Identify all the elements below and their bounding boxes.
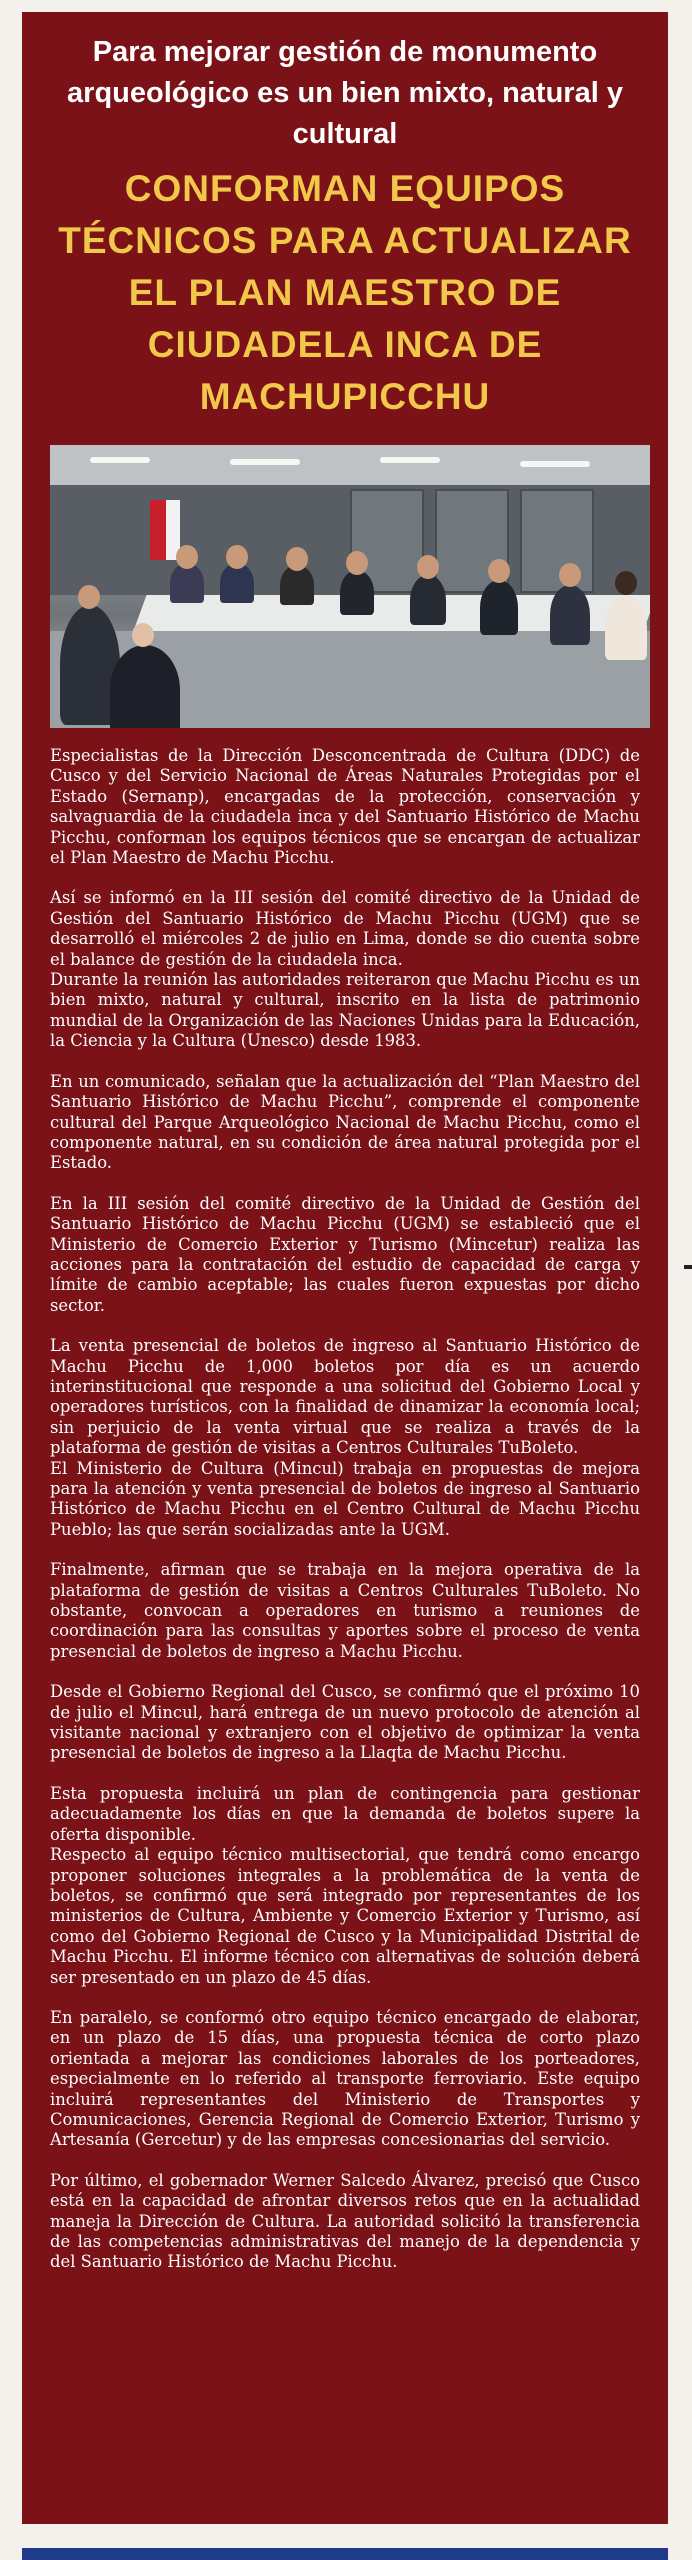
article-paragraph: Respecto al equipo técnico multisectorial, que tendrá como encargo proponer soluciones integrales a la problemática de la venta de boletos, se confirmó que será integrado por representantes de los ministerios de Cultura, Ambiente y Comercio Exterior y Turismo, así como del Gobierno Regional de Cusco y la Municipalidad Distrital de Machu Picchu. El informe técnico con alternativas de solución deberá ser presentado en un plazo de 45 días. [50, 1845, 640, 1987]
photo-person-head [559, 563, 581, 587]
page-bottom-bar [22, 2548, 668, 2560]
article-paragraph: Esta propuesta incluirá un plan de contingencia para gestionar adecuadamente los días en que la demanda de boletos supere la oferta disponible. [50, 1783, 640, 1844]
photo-ceiling-light [230, 459, 300, 465]
article-paragraph: En paralelo, se conformó otro equipo técnico encargado de elaborar, en un plazo de 15 días, una propuesta técnica de corto plazo orientada a mejorar las condiciones laborales de los porteadores, especialmente en lo referido al transporte ferroviario. Este equipo incluirá representantes del Ministerio de Transportes y Comunicaciones, Gerencia Regional de Comercio Exterior, Turismo y Artesanía (Gercetur) y de las empresas concesionarias del servicio. [50, 2007, 640, 2150]
photo-person-head [78, 585, 100, 609]
article-paragraph: La venta presencial de boletos de ingreso al Santuario Histórico de Machu Picchu de 1,000 boletos por día es un acuerdo interinstitucional que responde a una solicitud del Gobierno Local y operadores turísticos, con la finalidad de dinamizar la economía local; sin perjuicio de la venta virtual que se realiza a través de la plataforma de gestión de visitas a Centros Culturales TuBoleto. [50, 1336, 640, 1458]
photo-person [110, 645, 180, 728]
photo-flag [150, 500, 166, 560]
photo-person [220, 563, 254, 603]
photo-person [605, 595, 647, 660]
photo-person [550, 585, 590, 645]
photo-person-head [286, 547, 308, 571]
meeting-photo [50, 445, 650, 728]
photo-person [170, 563, 204, 603]
photo-person-head [132, 623, 154, 647]
photo-person [340, 570, 374, 615]
photo-ceiling-light [90, 457, 150, 463]
photo-person [410, 575, 446, 625]
article-paragraph: Especialistas de la Dirección Desconcentrada de Cultura (DDC) de Cusco y del Servicio Nacional de Áreas Naturales Protegidas por el Estado (Sernanp), encargadas de la protección, conservación y salvaguardia de la ciudadela inca y del Santuario Histórico de Machu Picchu, conforman los equipos técnicos que se encargan de actualizar el Plan Maestro de Machu Picchu. [50, 746, 640, 868]
photo-person-head [615, 571, 637, 595]
article-body [50, 746, 640, 2273]
page-edge-mark [684, 1265, 692, 1269]
photo-person-head [226, 545, 248, 569]
article-panel [22, 12, 668, 2524]
article-paragraph: Durante la reunión las autoridades reiteraron que Machu Picchu es un bien mixto, natural y cultural, inscrito en la lista de patrimonio mundial de la Organización de las Naciones Unidas para la Educación, la Ciencia y la Cultura (Unesco) desde 1983. [50, 970, 640, 1051]
article-paragraph: El Ministerio de Cultura (Mincul) trabaja en propuestas de mejora para la atención y venta presencial de boletos de ingreso al Santuario Histórico de Machu Picchu en el Centro Cultural de Machu Picchu Pueblo; las que serán socializadas ante la UGM. [50, 1458, 640, 1539]
article-paragraph: Por último, el gobernador Werner Salcedo Álvarez, precisó que Cusco está en la capacidad de afrontar diversos retos que en la actualidad maneja la Dirección de Cultura. La autoridad solicitó la transferencia de las competencias administrativas del manejo de la dependencia y del Santuario Histórico de Machu Picchu. [50, 2170, 640, 2272]
article-paragraph: Finalmente, afirman que se trabaja en la mejora operativa de la plataforma de gestión de visitas a Centros Culturales TuBoleto. No obstante, convocan a operadores en turismo a reuniones de coordinación para las consultas y aportes sobre el proceso de venta presencial de boletos de ingreso a Machu Picchu. [50, 1560, 640, 1661]
article-paragraph: En un comunicado, señalan que la actualización del “Plan Maestro del Santuario Histórico de Machu Picchu”, comprende el componente cultural del Parque Arqueológico Nacional de Machu Picchu, como el componente natural, en su condición de área natural protegida por el Estado. [50, 1071, 640, 1173]
article-kicker: Para mejorar gestión de monumento arqueológico es un bien mixto, natural y cultural [67, 36, 623, 150]
article-paragraph: En la III sesión del comité directivo de la Unidad de Gestión del Santuario Histórico de Machu Picchu (UGM) se estableció que el Ministerio de Comercio Exterior y Turismo (Mincetur) realiza las acciones para la contratación del estudio de capacidad de carga y límite de cambio aceptable; las cuales fueron expuestas por dicho sector. [50, 1193, 640, 1315]
photo-person-head [417, 555, 439, 579]
photo-person-head [346, 551, 368, 575]
photo-person-head [488, 559, 510, 583]
photo-ceiling-light [520, 461, 590, 467]
article-paragraph: Así se informó en la III sesión del comité directivo de la Unidad de Gestión del Santuario Histórico de Machu Picchu (UGM) que se desarrolló el miércoles 2 de julio en Lima, donde se dio cuenta sobre el balance de gestión de la ciudadela inca. [50, 888, 640, 969]
photo-person-head [176, 545, 198, 569]
article-headline: CONFORMAN EQUIPOS TÉCNICOS PARA ACTUALIZAR EL PLAN MAESTRO DE CIUDADELA INCA DE MACHUPICCHU [58, 168, 632, 417]
article-paragraph: Desde el Gobierno Regional del Cusco, se confirmó que el próximo 10 de julio el Mincul, hará entrega de un nuevo protocolo de atención al visitante nacional y extranjero con el objetivo de optimizar la venta presencial de boletos de ingreso a la Llaqta de Machu Picchu. [50, 1682, 640, 1763]
photo-window [520, 489, 594, 593]
photo-person [280, 565, 314, 605]
photo-person [480, 580, 518, 635]
photo-ceiling-light [380, 457, 440, 463]
